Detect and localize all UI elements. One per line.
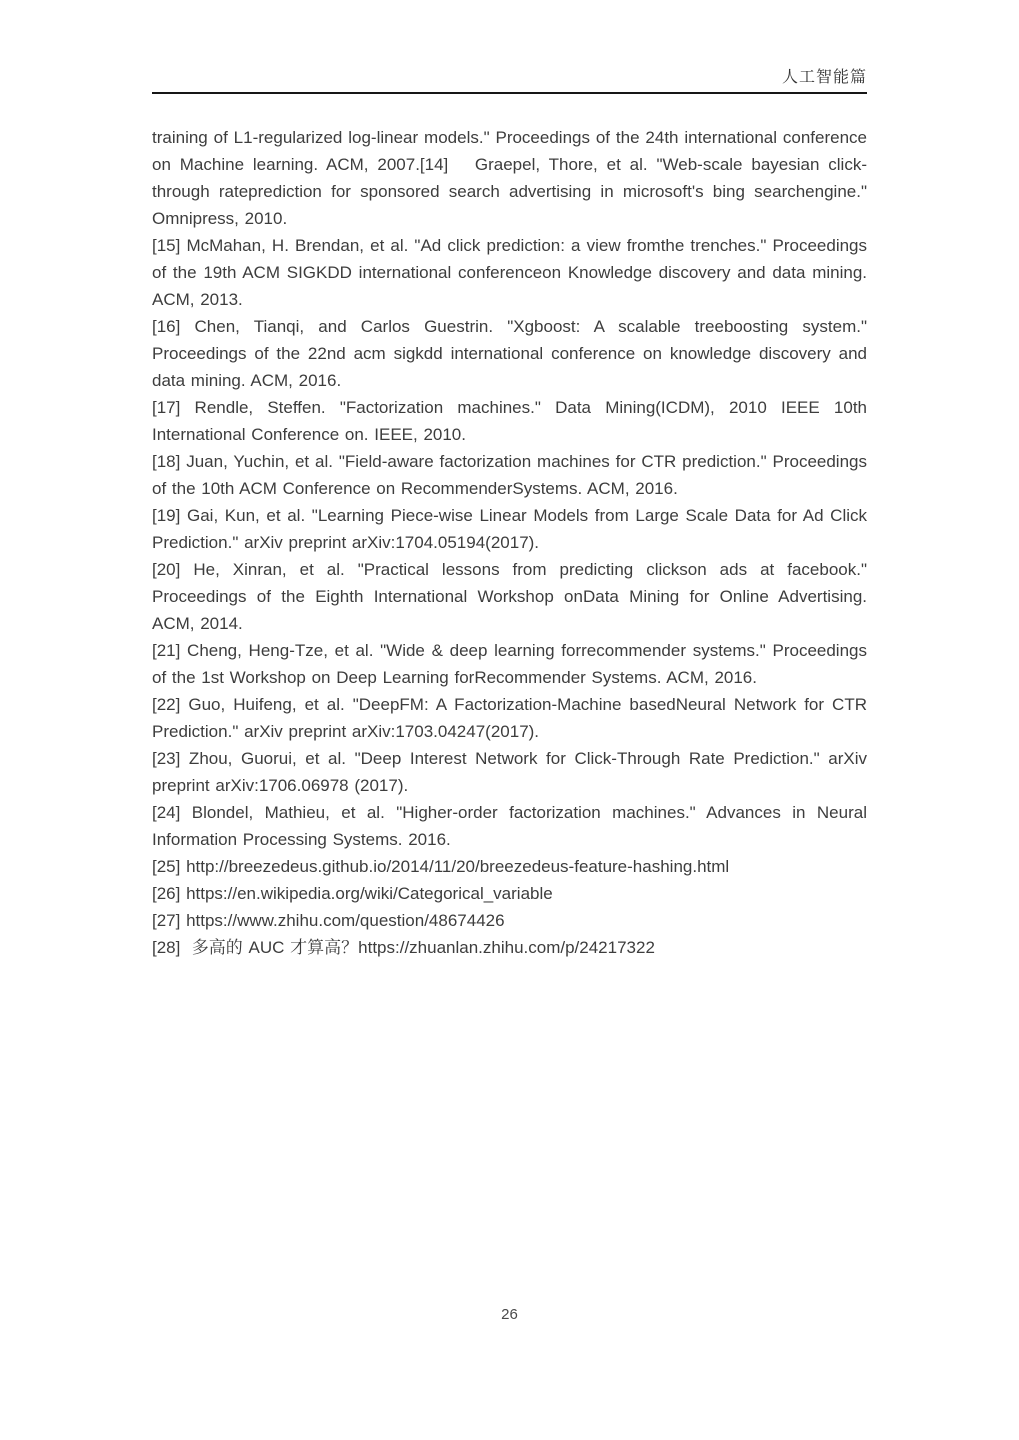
reference-paragraph: [20] He, Xinran, et al. "Practical lessons from predicting clickson ads at facebook." Proceedings of the Eighth International Workshop onData Mining for Online Advertising. ACM, 2014. <box>152 560 867 633</box>
reference-paragraph: [22] Guo, Huifeng, et al. "DeepFM: A Factorization-Machine basedNeural Network for CTR Prediction." arXiv preprint arXiv:1703.04247(2017). <box>152 695 867 741</box>
reference-paragraph: [18] Juan, Yuchin, et al. "Field-aware factorization machines for CTR prediction." Proceedings of the 10th ACM Conference on RecommenderSystems. ACM, 2016. <box>152 452 867 498</box>
reference-paragraph: [16] Chen, Tianqi, and Carlos Guestrin. "Xgboost: A scalable treeboosting system." Proceedings of the 22nd acm sigkdd international conference on knowledge discovery and data mining. ACM, 2016. <box>152 317 867 390</box>
page-header <box>152 0 867 94</box>
page-footer <box>0 1306 1019 1324</box>
references-list <box>152 124 867 961</box>
reference-paragraph: [27] https://www.zhihu.com/question/48674426 <box>152 911 505 930</box>
reference-paragraph: training of L1-regularized log-linear models." Proceedings of the 24th international conference on Machine learning. ACM, 2007.[14] Graepel, Thore, et al. "Web-scale bayesian click-through rateprediction for sponsored search advertising in microsoft's bing searchengine." Omnipress, 2010. <box>152 128 867 228</box>
reference-paragraph: [17] Rendle, Steffen. "Factorization machines." Data Mining(ICDM), 2010 IEEE 10th International Conference on. IEEE, 2010. <box>152 398 867 444</box>
reference-paragraph: [28] 多高的 AUC 才算高？https://zhuanlan.zhihu.com/p/24217322 <box>152 938 655 957</box>
reference-paragraph: [23] Zhou, Guorui, et al. "Deep Interest Network for Click-Through Rate Prediction." arXiv preprint arXiv:1706.06978 (2017). <box>152 749 867 795</box>
reference-paragraph: [25] http://breezedeus.github.io/2014/11/20/breezedeus-feature-hashing.html <box>152 857 730 876</box>
reference-paragraph: [24] Blondel, Mathieu, et al. "Higher-order factorization machines." Advances in Neural Information Processing Systems. 2016. <box>152 803 867 849</box>
reference-paragraph: [26] https://en.wikipedia.org/wiki/Categorical_variable <box>152 884 553 903</box>
reference-paragraph: [21] Cheng, Heng-Tze, et al. "Wide & deep learning forrecommender systems." Proceedings of the 1st Workshop on Deep Learning forRecommender Systems. ACM, 2016. <box>152 641 867 687</box>
page-number: 26 <box>501 1306 518 1323</box>
reference-paragraph: [15] McMahan, H. Brendan, et al. "Ad click prediction: a view fromthe trenches." Proceedings of the 19th ACM SIGKDD international conferenceon Knowledge discovery and data mining. ACM, 2013. <box>152 236 867 309</box>
chapter-title: 人工智能篇 <box>781 69 867 86</box>
reference-paragraph: [19] Gai, Kun, et al. "Learning Piece-wise Linear Models from Large Scale Data for Ad Click Prediction." arXiv preprint arXiv:1704.05194(2017). <box>152 506 867 552</box>
